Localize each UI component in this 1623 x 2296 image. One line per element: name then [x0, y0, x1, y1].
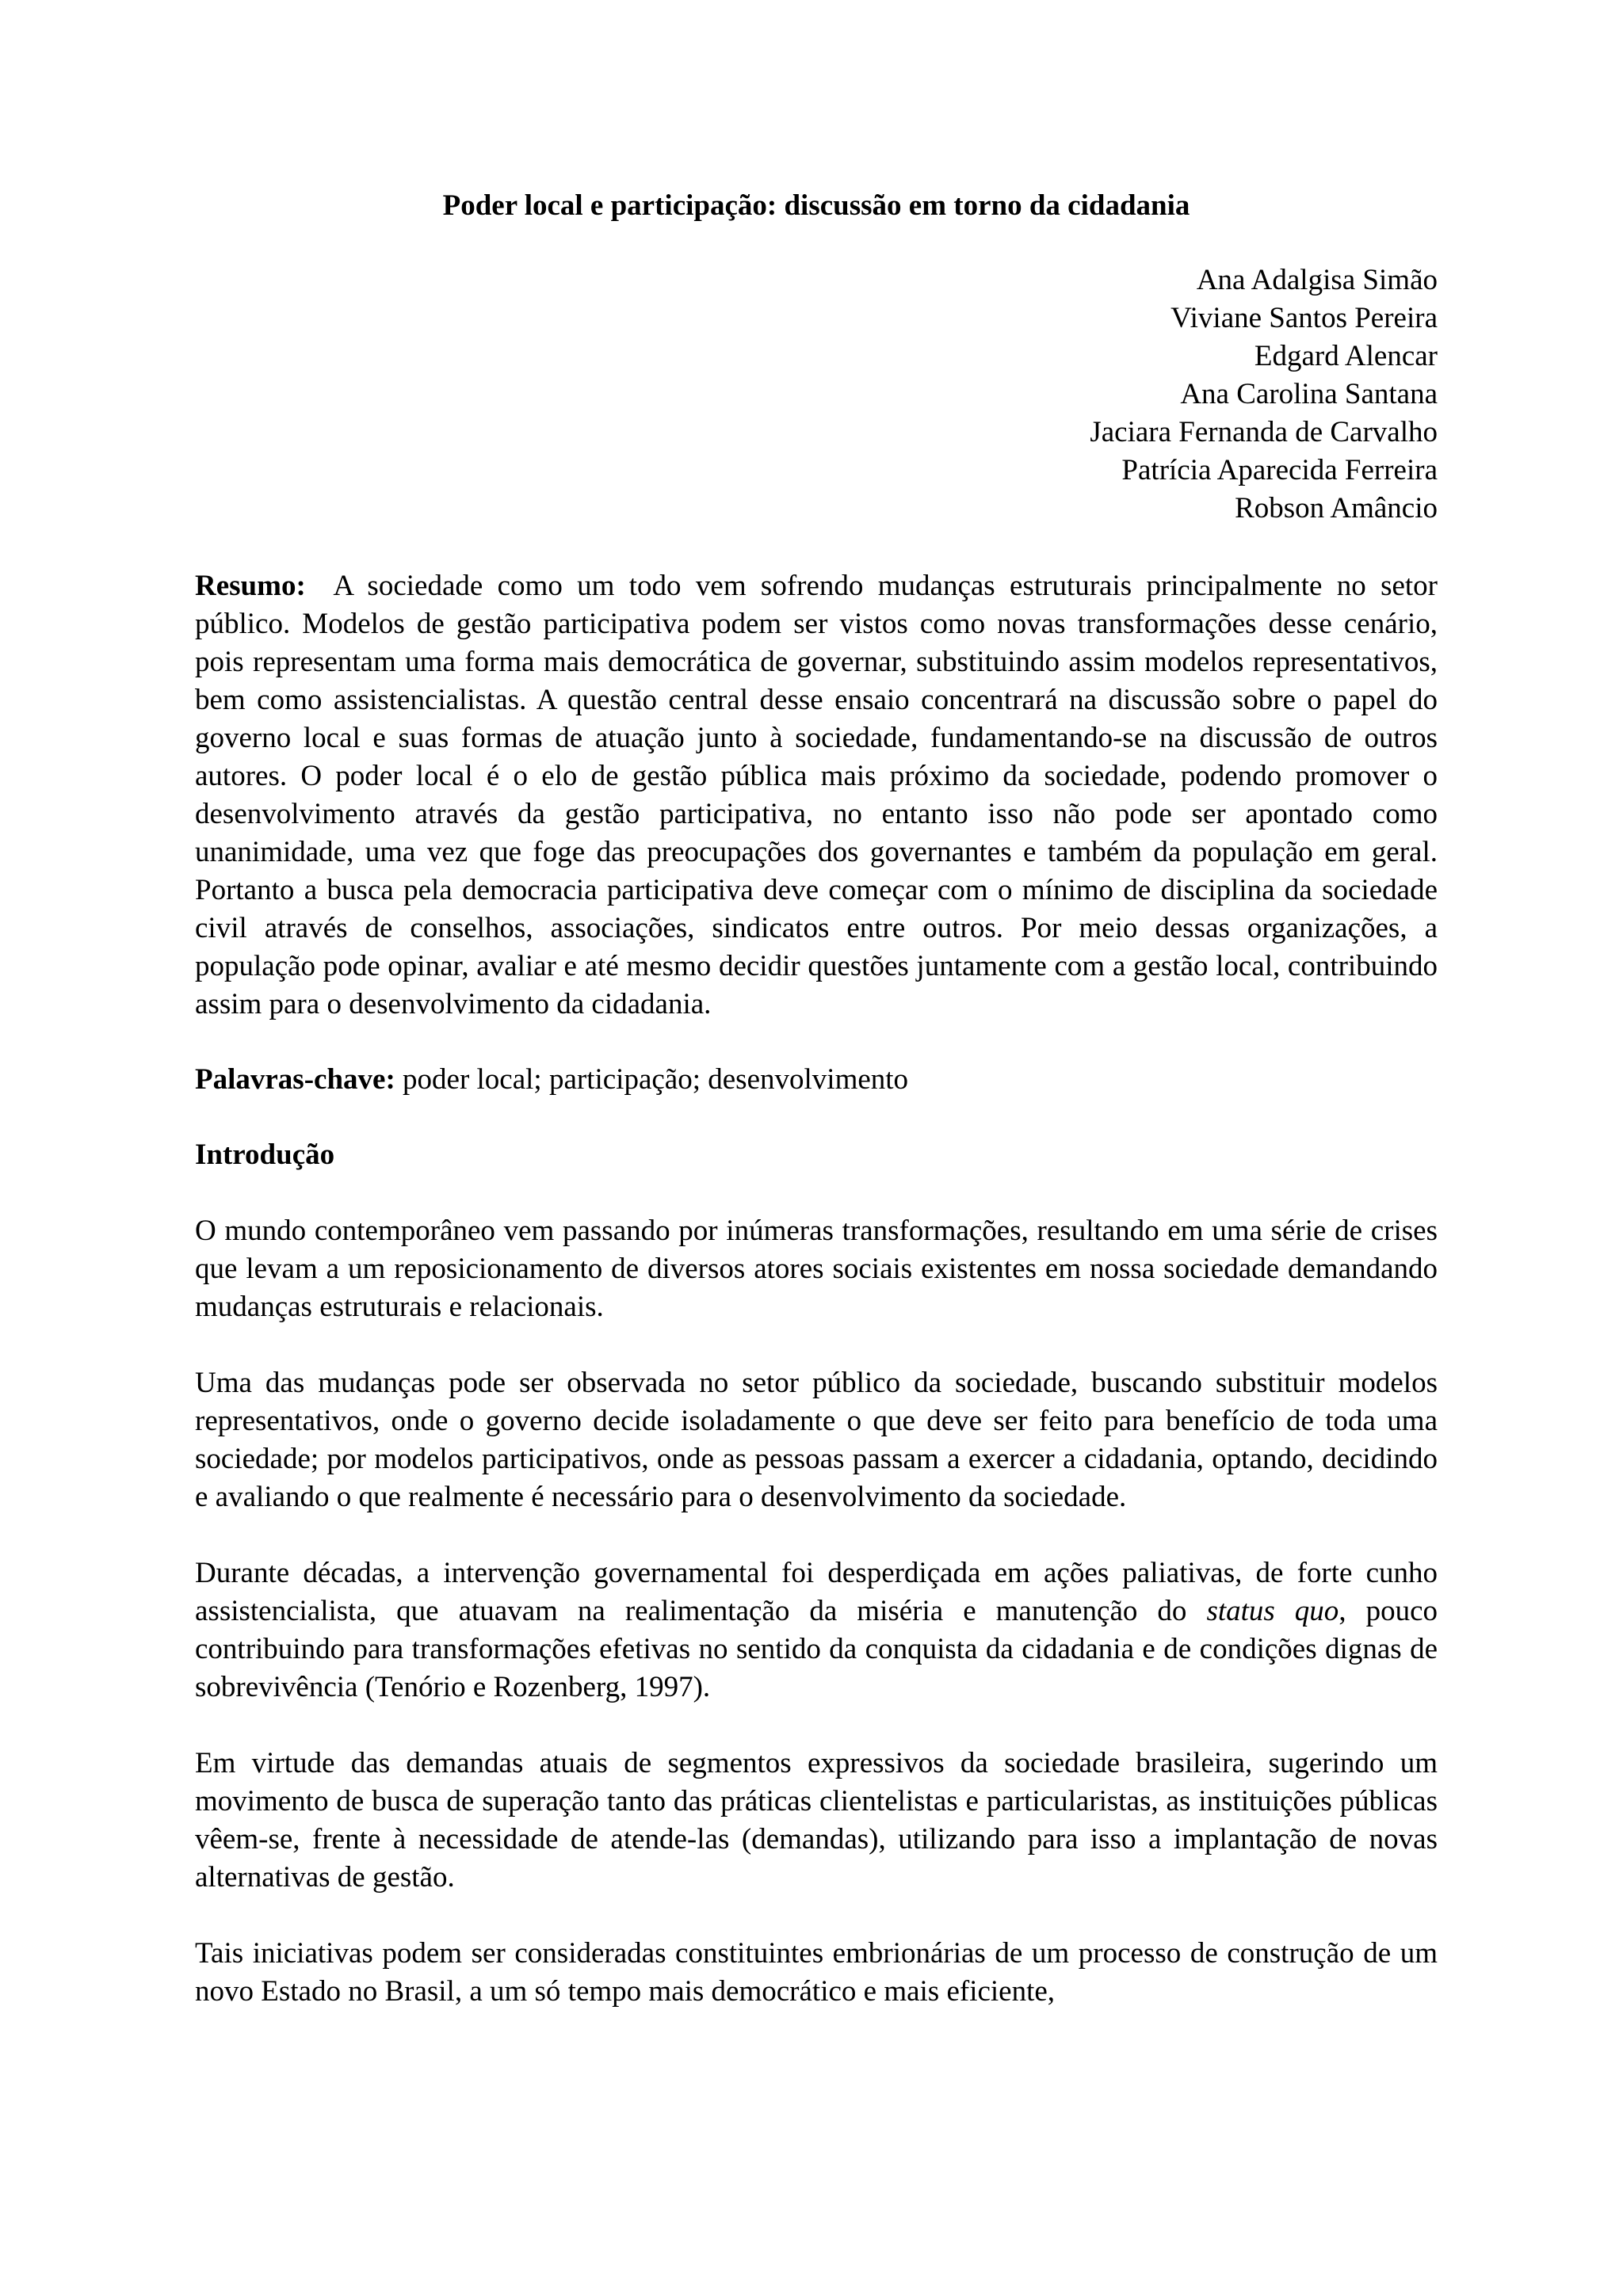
keywords	[195, 1061, 1438, 1099]
italic-term: status quo	[1206, 1595, 1339, 1627]
intro-paragraph-4: Em virtude das demandas atuais de segmentos expressivos da sociedade brasileira, sugerindo um movimento de busca de superação tanto das práticas clientelistas e particularistas, as instituições públicas vêem-se, frente à necessidade de atende-las (demandas), utilizando para isso a implantação de novas alternativas de gestão.	[195, 1747, 1438, 1894]
abstract-label: Resumo:	[195, 570, 306, 602]
paragraph-text: Durante décadas, a intervenção governamental foi desperdiçada em ações paliativas, de forte cunho assistencialista, que atuavam na realimentação da miséria e manutenção do	[195, 1557, 1438, 1627]
author-name: Patrícia Aparecida Ferreira	[1121, 454, 1438, 486]
author-name: Ana Carolina Santana	[1180, 378, 1438, 410]
intro-paragraph-3	[195, 1554, 1438, 1707]
author-name: Edgard Alencar	[1254, 340, 1438, 372]
author-name: Ana Adalgisa Simão	[1196, 264, 1438, 296]
author-name: Jaciara Fernanda de Carvalho	[1090, 416, 1438, 448]
paper-title: Poder local e participação: discussão em torno da cidadania	[442, 189, 1190, 222]
page-content	[195, 187, 1438, 2011]
abstract	[195, 567, 1438, 1024]
author-name: Robson Amâncio	[1235, 492, 1438, 524]
section-heading-introduction: Introdução	[195, 1138, 335, 1171]
intro-paragraph-5: Tais iniciativas podem ser consideradas constituintes embrionárias de um processo de construção de um novo Estado no Brasil, a um só tempo mais democrático e mais eficiente,	[195, 1937, 1438, 2008]
abstract-text: A sociedade como um todo vem sofrendo mudanças estruturais principalmente no setor público. Modelos de gestão participativa podem ser vistos como novas transformações desse cenário, pois representam uma forma mais democrática de governar, substituindo assim modelos representativos, bem como assistencialistas. A questão central desse ensaio concentrará na discussão sobre o papel do governo local e suas formas de atuação junto à sociedade, fundamentando-se na discussão de outros autores. O poder local é o elo de gestão pública mais próximo da sociedade, podendo promover o desenvolvimento através da gestão participativa, no entanto isso não pode ser apontado como unanimidade, uma vez que foge das preocupações dos governantes e também da população em geral. Portanto a busca pela democracia participativa deve começar com o mínimo de disciplina da sociedade civil através de conselhos, associações, sindicatos entre outros. Por meio dessas organizações, a população pode opinar, avaliar e até mesmo decidir questões juntamente com a gestão local, contribuindo assim para o desenvolvimento da cidadania.	[195, 570, 1438, 1020]
keywords-text: poder local; participação; desenvolvimento	[403, 1063, 909, 1096]
intro-paragraph-2: Uma das mudanças pode ser observada no setor público da sociedade, buscando substituir modelos representativos, onde o governo decide isoladamente o que deve ser feito para benefício de toda uma sociedade; por modelos participativos, onde as pessoas passam a exercer a cidadania, optando, decidindo e avaliando o que realmente é necessário para o desenvolvimento da sociedade.	[195, 1367, 1438, 1513]
intro-paragraph-1: O mundo contemporâneo vem passando por inúmeras transformações, resultando em uma série de crises que levam a um reposicionamento de diversos atores sociais existentes em nossa sociedade demandando mudanças estruturais e relacionais.	[195, 1215, 1438, 1323]
paragraph-text: , pouco contribuindo para transformações efetivas no sentido da conquista da cidadania e de condições dignas de sobrevivência (Tenório e Rozenberg, 1997).	[195, 1595, 1438, 1703]
keywords-label: Palavras-chave:	[195, 1063, 395, 1096]
author-name: Viviane Santos Pereira	[1170, 302, 1438, 334]
author-list	[195, 261, 1438, 528]
